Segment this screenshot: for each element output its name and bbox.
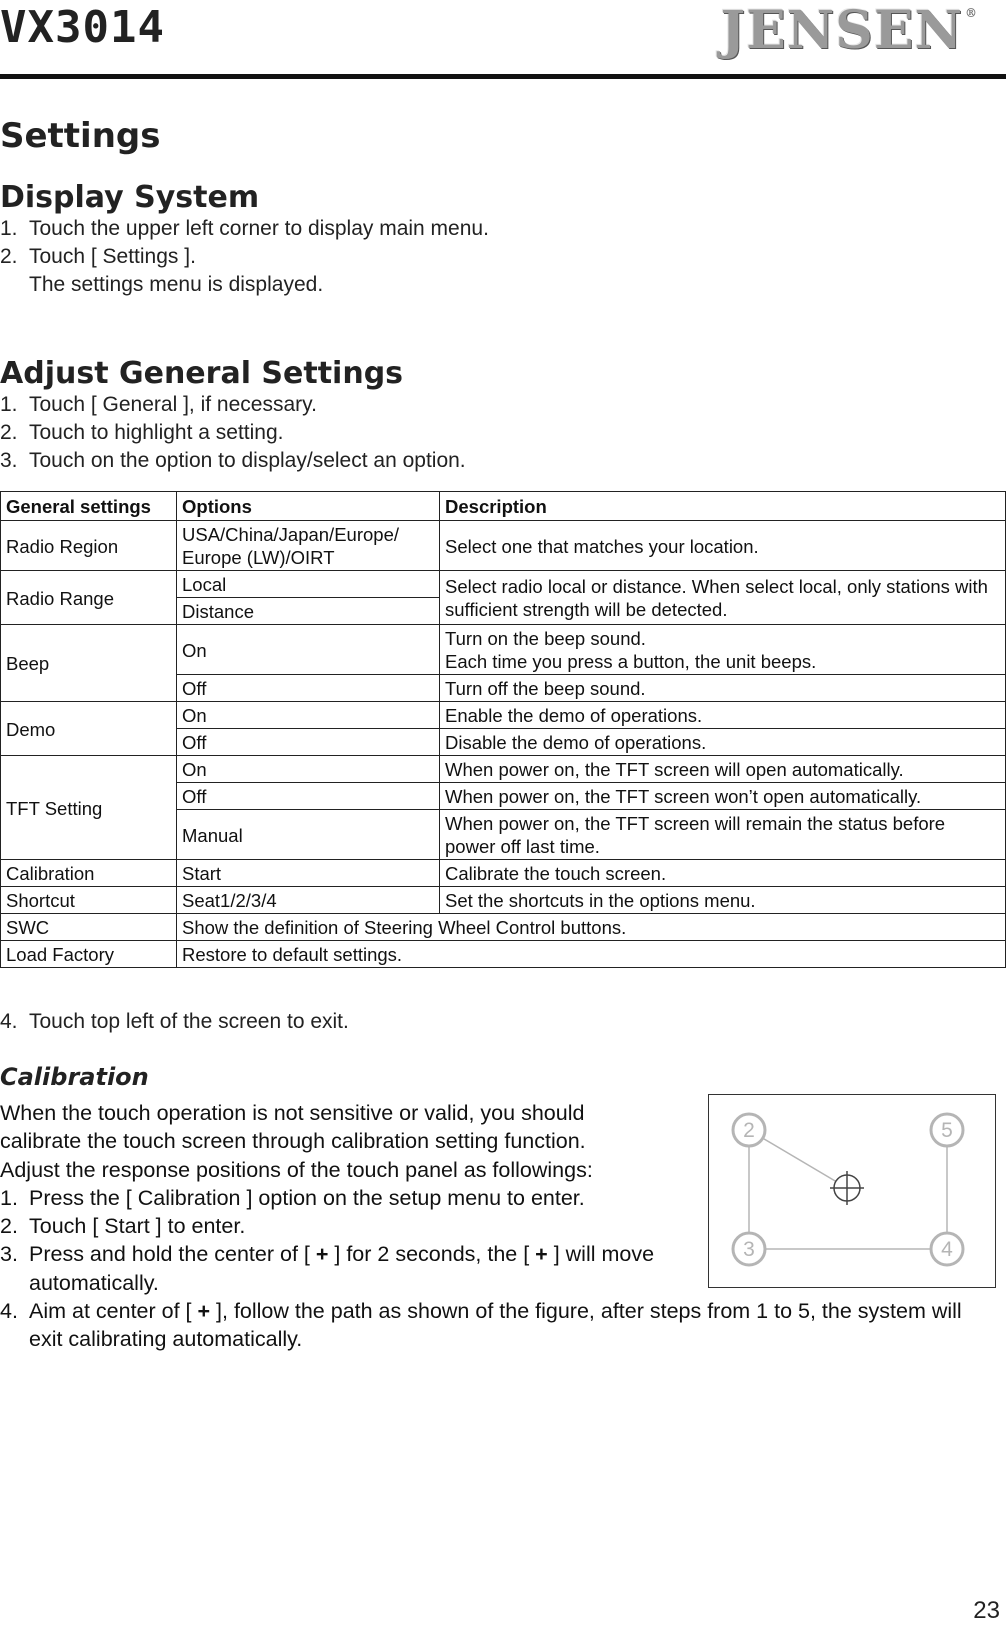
option-cell: On [177,756,440,783]
calibration-path-svg [709,1095,995,1287]
general-settings-table [0,491,1006,968]
header-rule [0,74,1006,79]
description-cell: Set the shortcuts in the options menu. [440,887,1006,914]
description-cell: Select radio local or distance. When select local, only stations with sufficient strength will be detected. [440,571,1006,625]
list-item: 4. Aim at center of [ + ], follow the path as shown of the figure, after steps from 1 to 5, the system will exit calibrating automatically. [0,1299,962,1352]
column-header: Description [440,492,1006,521]
list-item: 2. Touch to highlight a setting. [0,421,284,444]
setting-cell: Demo [1,702,177,756]
table-row [1,756,1006,783]
table-row [1,571,1006,598]
registered-mark: ® [965,6,978,20]
option-cell: Seat1/2/3/4 [177,887,440,914]
column-header: Options [177,492,440,521]
table-row [1,887,1006,914]
calibration-path-diagram [708,1094,996,1288]
description-cell: Enable the demo of operations. [440,702,1006,729]
description-cell: Calibrate the touch screen. [440,860,1006,887]
intro-line: When the touch operation is not sensitive or valid, you should [0,1101,585,1125]
list-item: 1. Press the [ Calibration ] option on the setup menu to enter. [0,1185,585,1210]
option-cell: Start [177,860,440,887]
description-cell: Select one that matches your location. [440,521,1006,571]
setting-cell: Load Factory [1,941,177,968]
page-number: 23 [973,1597,1000,1624]
description-cell: Show the definition of Steering Wheel Control buttons. [177,914,1006,941]
option-cell: Off [177,729,440,756]
diagram-label-4: 4 [941,1238,953,1261]
option-cell: On [177,702,440,729]
list-item: 3. Press and hold the center of [ + ] for 2 seconds, the [ + ] will move automatically. [0,1242,655,1295]
page-title: Settings [0,116,161,156]
setting-cell: Radio Region [1,521,177,571]
list-item: 4. Touch top left of the screen to exit. [0,1010,349,1033]
table-row [1,521,1006,571]
setting-cell: Beep [1,625,177,702]
calibration-steps [0,1184,962,1354]
description-cell: When power on, the TFT screen won’t open automatically. [440,783,1006,810]
description-cell: Turn on the beep sound. Each time you press a button, the unit beeps. [440,625,1006,675]
description-cell: Turn off the beep sound. [440,675,1006,702]
table-row [1,702,1006,729]
setting-cell: Calibration [1,860,177,887]
diagram-label-3: 3 [743,1238,755,1261]
table-row [1,941,1006,968]
list-item: 2. Touch [ Settings ]. The settings menu is displayed. [0,245,324,296]
table-row [1,625,1006,675]
setting-cell: SWC [1,914,177,941]
option-cell: Manual [177,810,440,860]
list-item: 3. Touch on the option to display/select an option. [0,449,466,472]
intro-line: calibrate the touch screen through calibration setting function. [0,1129,586,1154]
brand-logo [721,0,979,61]
diagram-label-5: 5 [941,1119,953,1142]
display-system-heading: Display System [0,180,260,215]
list-item: 2. Touch [ Start ] to enter. [0,1214,246,1239]
general-settings-steps [0,391,466,475]
option-cell: Off [177,783,440,810]
table-row [1,914,1006,941]
calibration-body [0,1099,962,1354]
description-cell: When power on, the TFT screen will remain the status before power off last time. [440,810,1006,860]
display-system-steps [0,215,489,299]
option-cell: Local [177,571,440,598]
model-number: VX3014 [0,2,165,53]
description-cell: Disable the demo of operations. [440,729,1006,756]
option-cell: Off [177,675,440,702]
list-item: 1. Touch the upper left corner to display main menu. [0,217,489,240]
table-row [1,860,1006,887]
option-cell: On [177,625,440,675]
setting-cell: TFT Setting [1,756,177,860]
table-header-row [1,492,1006,521]
option-cell: USA/China/Japan/Europe/ Europe (LW)/OIRT [177,521,440,571]
description-cell: When power on, the TFT screen will open automatically. [440,756,1006,783]
general-settings-heading: Adjust General Settings [0,356,404,391]
description-cell: Restore to default settings. [177,941,1006,968]
page-header [0,0,1006,82]
exit-step [0,1008,349,1036]
brand-name: JENSEN [720,0,963,61]
setting-cell: Shortcut [1,887,177,914]
diagram-label-2: 2 [743,1119,755,1142]
option-cell: Distance [177,598,440,625]
column-header: General settings [1,492,177,521]
list-item: 1. Touch [ General ], if necessary. [0,393,317,416]
setting-cell: Radio Range [1,571,177,625]
intro-line: Adjust the response positions of the touch panel as followings: [0,1157,593,1182]
calibration-heading: Calibration [0,1063,149,1091]
